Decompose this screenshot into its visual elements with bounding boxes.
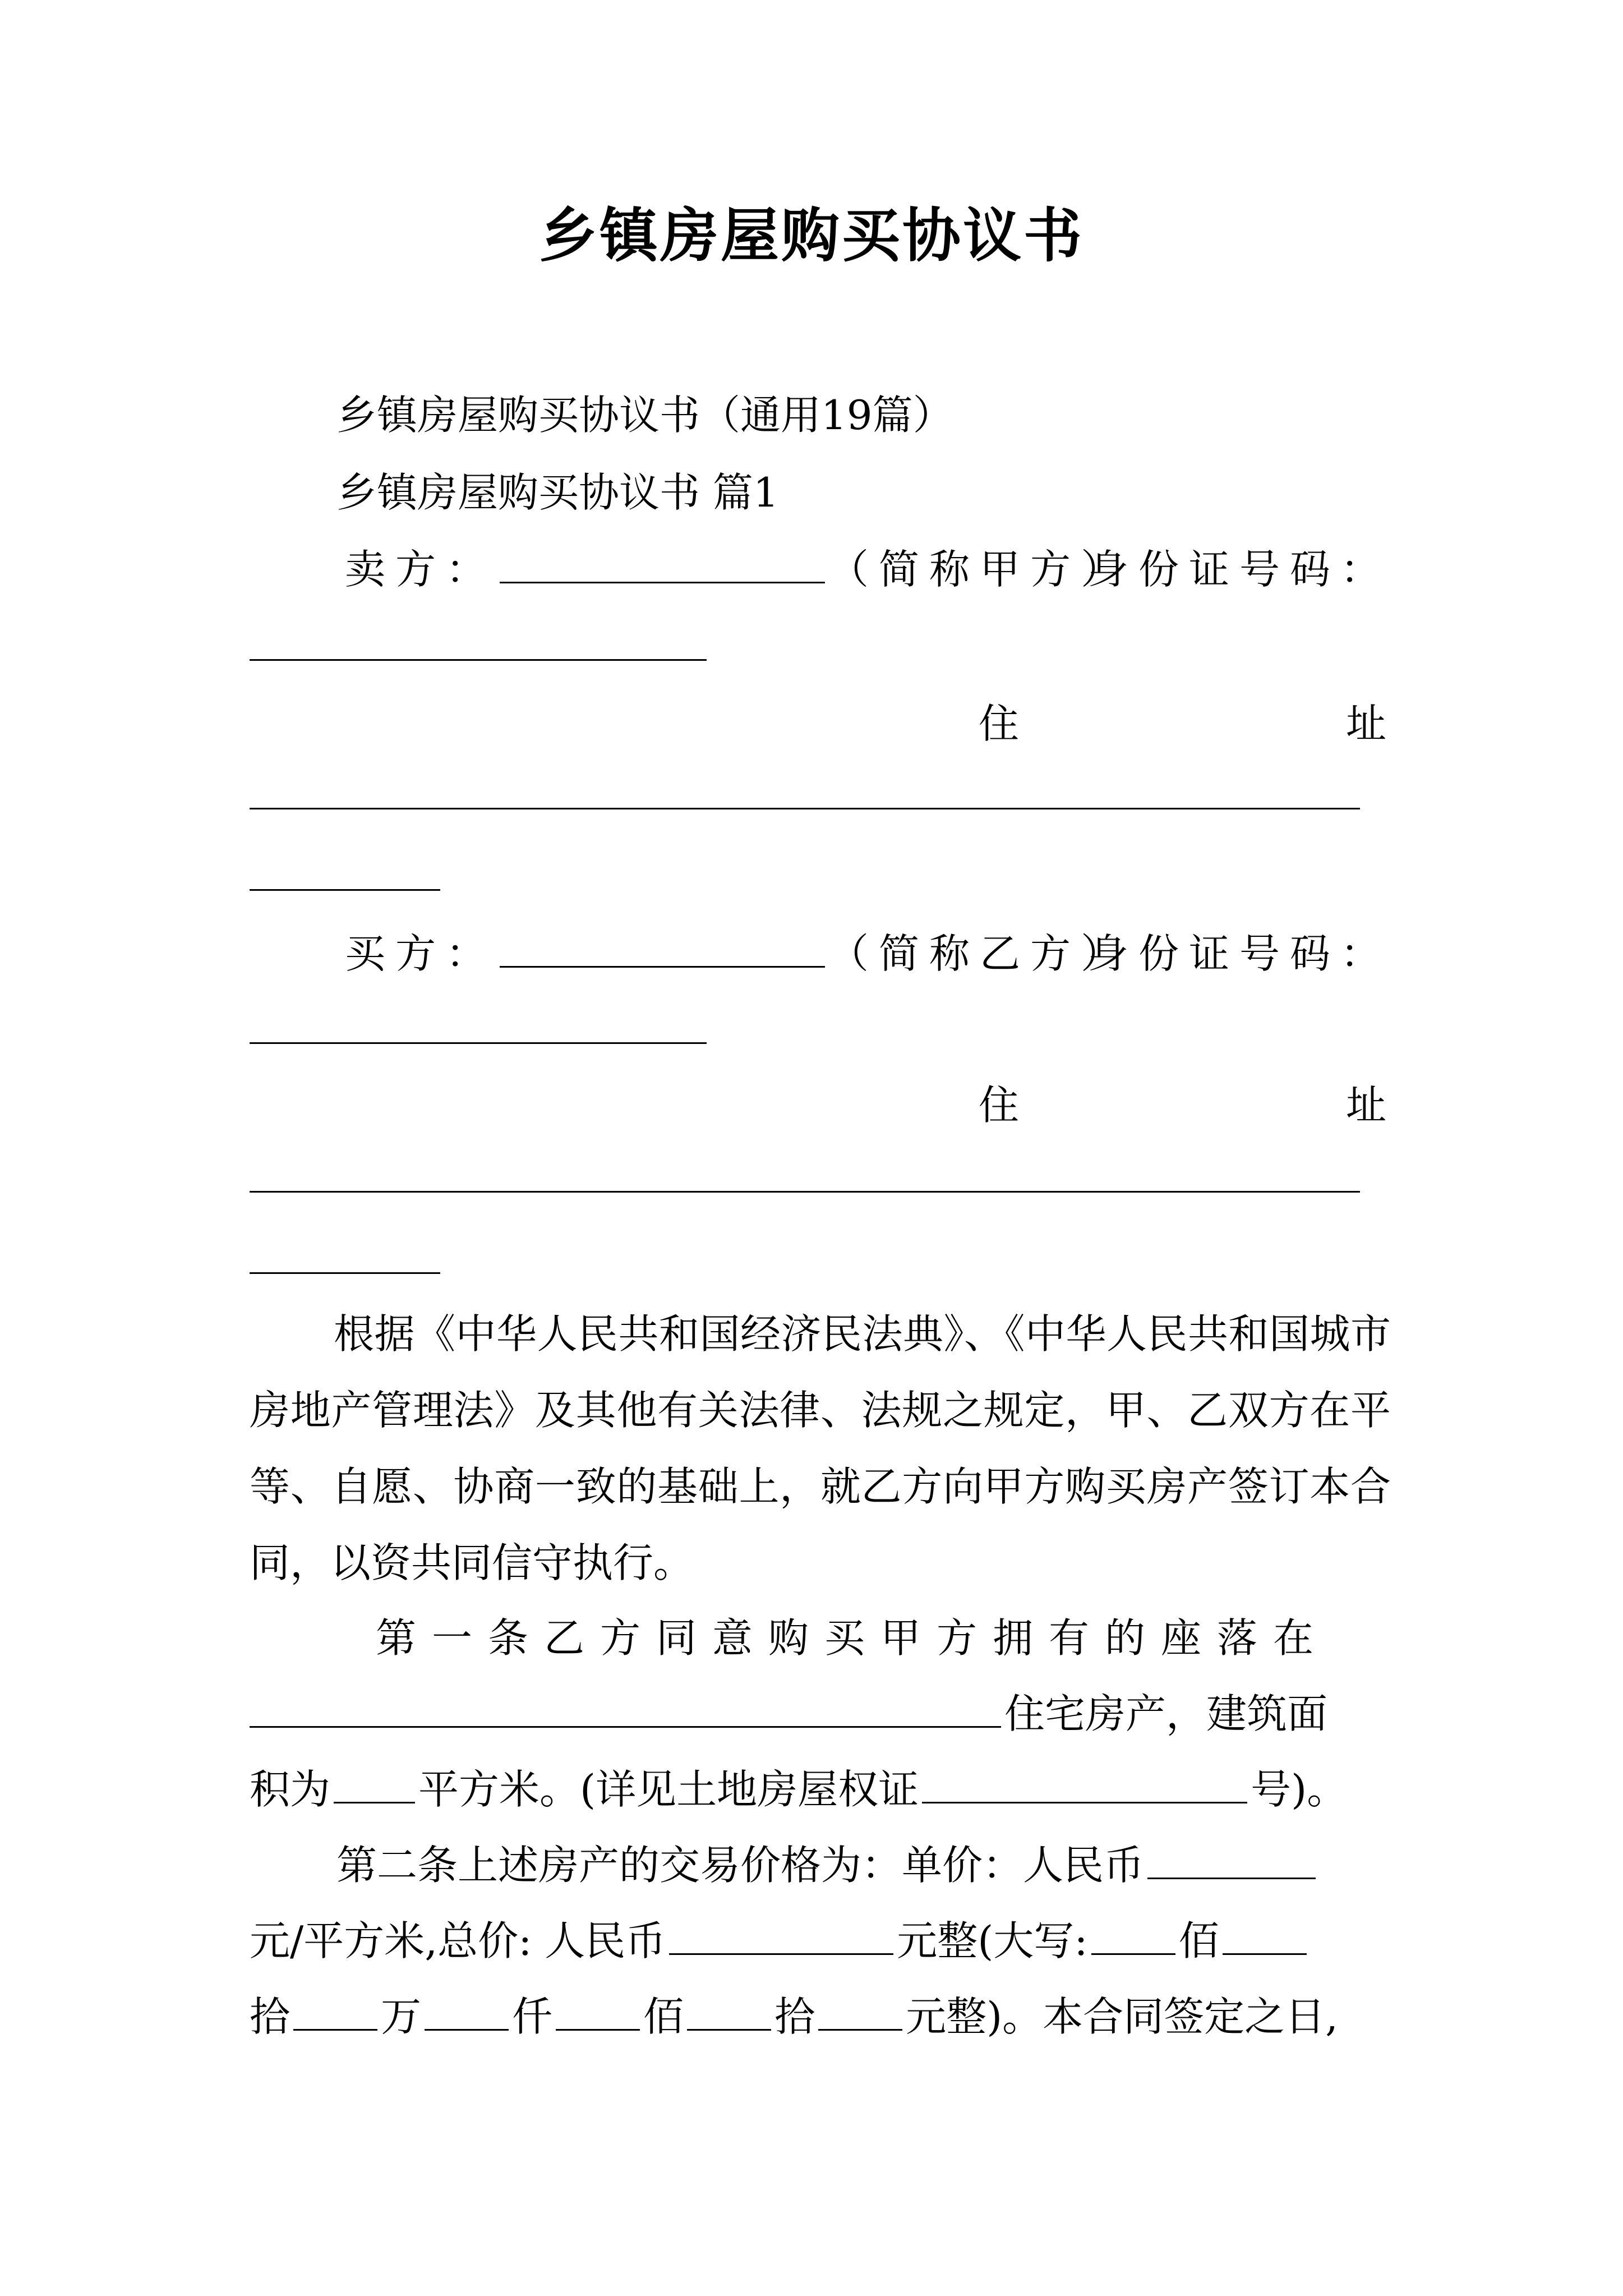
article2-line1 [336,1837,1319,1893]
seller-label: 卖方： [345,546,497,593]
seller-id-label: 身份证号码： [1088,546,1391,593]
article1-location-blank [250,1686,1001,1728]
buyer-line [345,926,1131,982]
article1-line2 [250,1686,1327,1742]
article1-line3 [250,1761,1347,1818]
article2-total-blank [669,1913,893,1955]
article1-residence-text: 住宅房产，建筑面 [1004,1690,1328,1737]
article2-shi-blank-2 [818,1989,902,2031]
buyer-id-blank [250,1042,707,1044]
seller-address-label-zhi: 址 [1346,700,1387,747]
article2-line2 [250,1913,1310,1969]
buyer-address-blank-2 [250,1272,440,1274]
article2-qian: 仟 [512,1993,553,2040]
article1-certificate-blank [922,1761,1247,1803]
article1-area-blank [334,1761,415,1803]
article1-line1: 第一条乙方同意购买甲方拥有的座落在 [376,1614,1330,1662]
article2-total-text: 元/平方米,总价: 人民币 [250,1917,666,1964]
article2-bai: 佰 [1178,1917,1219,1964]
article2-bai-blank [1091,1913,1175,1955]
buyer-abbr: （简称乙方） [828,930,1132,977]
buyer-label: 买方： [345,930,497,977]
article2-price-text: 第二条上述房产的交易价格为：单价：人民币 [336,1842,1145,1889]
article2-closing: 元整)。本合同签定之日, [906,1993,1339,2040]
article2-bai-blank-3 [687,1989,771,2031]
article2-line3 [250,1989,1338,2045]
document-subtitle: 乡镇房屋购买协议书（通用19篇） [336,392,953,439]
buyer-address-blank [250,1191,1360,1193]
article2-shi-blank [293,1989,377,2031]
article1-area-label: 积为 [250,1766,331,1813]
seller-id-blank [250,659,707,661]
seller-address-label-zhu: 住 [979,700,1020,747]
article2-unit-price-blank [1147,1837,1316,1879]
article2-shi-2: 拾 [774,1993,815,2040]
document-title: 乡镇房屋购买协议书 [538,201,1084,270]
preamble-paragraph: 根据《中华人民共和国经济民法典》、《中华人民共和国城市房地产管理法》及其他有关法律、法规之规定，甲、乙双方在平等、自愿、协商一致的基础上，就乙方向甲方购买房产签订本合同，以资共同信守执行。 [250,1310,1391,1586]
article2-qian-blank [556,1989,640,2031]
seller-line [345,541,1131,597]
article2-shi: 拾 [250,1993,291,2040]
seller-address-blank [250,808,1360,809]
article2-bai-blank-2 [1223,1913,1307,1955]
article1-certificate-text: 平方米。(详见土地房屋权证 [418,1766,919,1813]
buyer-address-label-zhu: 住 [979,1082,1020,1129]
seller-abbr: （简称甲方） [828,546,1132,593]
article2-wan: 万 [381,1993,422,2040]
article1-number-suffix: 号)。 [1251,1766,1348,1813]
seller-name-blank [500,541,825,583]
buyer-id-label: 身份证号码： [1088,930,1391,977]
article2-capital-text: 元整(大写: [897,1917,1088,1964]
section-heading: 乡镇房屋购买协议书 篇1 [336,469,779,516]
buyer-address-label-zhi: 址 [1346,1082,1387,1129]
article2-wan-blank [425,1989,509,2031]
seller-address-blank-2 [250,889,440,891]
article2-bai-2: 佰 [643,1993,684,2040]
buyer-name-blank [500,926,825,968]
